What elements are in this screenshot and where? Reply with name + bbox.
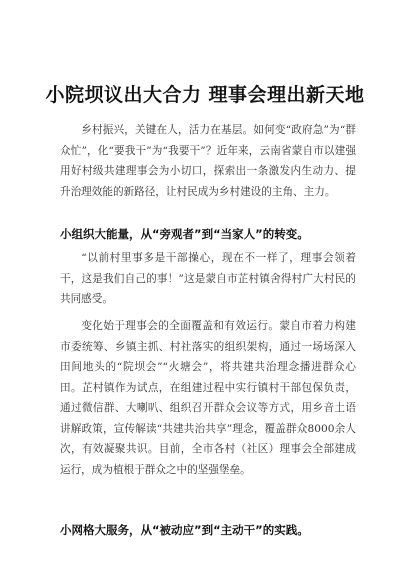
paragraph-quote: “以前村里事多是干部操心，现在不一样了，理事会领着干，这是我们自己的事！”这是蒙自市芷村镇舍得村广大村民的共同感受。 bbox=[60, 252, 356, 305]
section-heading-1: 小组织大能量，从“旁观者”到“当家人”的转变。 bbox=[60, 227, 309, 241]
document-title: 小院坝议出大合力 理事会理出新天地 bbox=[45, 84, 365, 106]
paragraph-intro: 乡村振兴，关键在人，活力在基层。如何变“政府急”为“群众忙”，化“要我干”为“我要干”？近年来，云南省蒙自市以建强用好村级共建理事会为小切口，探索出一条激发内生动力、提升治理效能的新路径，让村民成为乡村建设的主角、主力。 bbox=[60, 124, 356, 198]
section-heading-2: 小网格大服务，从“被动应”到“主动干”的实践。 bbox=[60, 523, 309, 537]
paragraph-change: 变化始于理事会的全面覆盖和有效运行。蒙自市着力构建市委统筹、乡镇主抓、村社落实的组织架构，通过一场场深入田间地头的“院坝会”“火塘会”，将共建共治理念播进群众心田。芷村镇作为试点，在组建过程中实行镇村干部包保负责，通过微信群、大喇叭、组织召开群众会议等方式，用乡音土语讲解政策，宣传解读“共建共治共享”理念，覆盖群众8000余人次，有效凝聚共识。目前，全市各村（社区）理事会全部建成运行，成为植根于群众之中的坚强堡垒。 bbox=[60, 320, 356, 476]
